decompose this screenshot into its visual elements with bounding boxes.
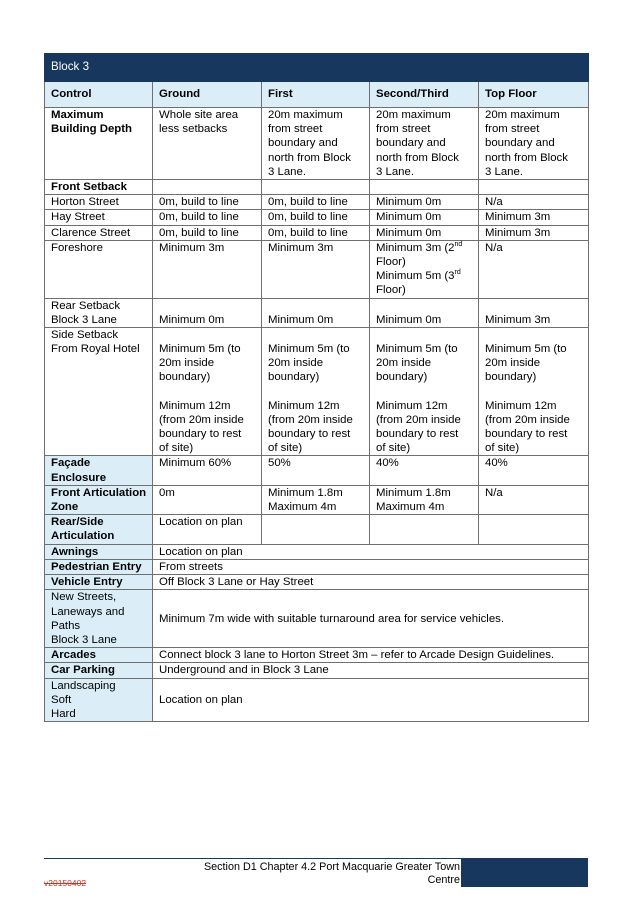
cell-top: 40% [479, 456, 589, 485]
cell-second: Minimum 5m (to 20m inside boundary) Minimum 12m (from 20m inside boundary to rest of site) [370, 328, 479, 456]
cell-top: Minimum 3m [479, 225, 589, 240]
header-ground: Ground [153, 82, 262, 108]
table-row [45, 328, 589, 456]
cell-value: Location on plan [153, 544, 589, 559]
footer-section-title: Section D1 Chapter 4.2 Port Macquarie Greater Town Centre [203, 861, 460, 886]
cell-first: Minimum 3m [262, 240, 370, 298]
row-label: Side Setback From Royal Hotel [45, 328, 153, 456]
footer-brand-block [461, 858, 588, 887]
table-row [45, 663, 589, 678]
cell-value: Location on plan [153, 678, 589, 722]
cell-first: 20m maximum from street boundary and north from Block 3 Lane. [262, 108, 370, 180]
cell-first: Minimum 5m (to 20m inside boundary) Minimum 12m (from 20m inside boundary to rest of site) [262, 328, 370, 456]
row-label: Front Setback [45, 180, 153, 195]
table-row [45, 575, 589, 590]
cell-first: 0m, build to line [262, 195, 370, 210]
cell-second: Minimum 3m (2nd Floor) Minimum 5m (3rd Floor) [370, 240, 479, 298]
table-row [45, 180, 589, 195]
row-label: New Streets, Laneways and Paths Block 3 Lane [45, 590, 153, 648]
cell-value: Off Block 3 Lane or Hay Street [153, 575, 589, 590]
cell-first: Minimum 1.8m Maximum 4m [262, 485, 370, 514]
header-control: Control [45, 82, 153, 108]
cell-ground: 0m [153, 485, 262, 514]
cell-ground: Location on plan [153, 515, 262, 544]
cell-first: Minimum 0m [262, 298, 370, 327]
table-row [45, 485, 589, 514]
cell-ground: 0m, build to line [153, 225, 262, 240]
cell-top: N/a [479, 485, 589, 514]
table-row [45, 515, 589, 544]
table-row [45, 108, 589, 180]
cell-ground: Minimum 0m [153, 298, 262, 327]
table-row [45, 195, 589, 210]
row-label: Clarence Street [45, 225, 153, 240]
row-label: Pedestrian Entry [45, 559, 153, 574]
row-label: Rear/Side Articulation [45, 515, 153, 544]
row-label: Arcades [45, 648, 153, 663]
table-row [45, 678, 589, 722]
cell-ground: 0m, build to line [153, 195, 262, 210]
cell-top: N/a [479, 195, 589, 210]
cell-first: 0m, build to line [262, 225, 370, 240]
header-row [45, 82, 589, 108]
row-label: Landscaping Soft Hard [45, 678, 153, 722]
cell-second: Minimum 0m [370, 210, 479, 225]
cell-second: Minimum 0m [370, 298, 479, 327]
table-row [45, 544, 589, 559]
row-label: Hay Street [45, 210, 153, 225]
cell-value: Underground and in Block 3 Lane [153, 663, 589, 678]
cell-first: 50% [262, 456, 370, 485]
cell-second: Minimum 0m [370, 225, 479, 240]
cell-ground: 0m, build to line [153, 210, 262, 225]
cell-ground: Minimum 5m (to 20m inside boundary) Minimum 12m (from 20m inside boundary to rest of site) [153, 328, 262, 456]
table-row [45, 225, 589, 240]
cell-value: Connect block 3 lane to Horton Street 3m – refer to Arcade Design Guidelines. [153, 648, 589, 663]
cell-top: Minimum 3m [479, 210, 589, 225]
row-label: Awnings [45, 544, 153, 559]
cell-second: 20m maximum from street boundary and north from Block 3 Lane. [370, 108, 479, 180]
header-first: First [262, 82, 370, 108]
table-title-row [45, 54, 589, 82]
cell-second: Minimum 0m [370, 195, 479, 210]
row-label: Vehicle Entry [45, 575, 153, 590]
table-row [45, 240, 589, 298]
table-row [45, 648, 589, 663]
cell-top: N/a [479, 240, 589, 298]
row-label: Front Articulation Zone [45, 485, 153, 514]
cell-first: 0m, build to line [262, 210, 370, 225]
cell-top: Minimum 3m [479, 298, 589, 327]
row-label: Horton Street [45, 195, 153, 210]
header-top-floor: Top Floor [479, 82, 589, 108]
table-row [45, 298, 589, 327]
table-row [45, 210, 589, 225]
row-label: Façade Enclosure [45, 456, 153, 485]
cell-ground: Whole site area less setbacks [153, 108, 262, 180]
table-title: Block 3 [45, 54, 589, 82]
cell-second: 40% [370, 456, 479, 485]
cell-ground: Minimum 3m [153, 240, 262, 298]
row-label: Foreshore [45, 240, 153, 298]
footer-version: v20150402 [44, 878, 87, 888]
block-3-controls-table [44, 53, 589, 722]
cell-top: Minimum 5m (to 20m inside boundary) Minimum 12m (from 20m inside boundary to rest of site) [479, 328, 589, 456]
table-row [45, 590, 589, 648]
row-label: Car Parking [45, 663, 153, 678]
cell-ground: Minimum 60% [153, 456, 262, 485]
table-row [45, 456, 589, 485]
cell-value: Minimum 7m wide with suitable turnaround area for service vehicles. [153, 590, 589, 648]
cell-value: From streets [153, 559, 589, 574]
header-second-third: Second/Third [370, 82, 479, 108]
cell-top: 20m maximum from street boundary and north from Block 3 Lane. [479, 108, 589, 180]
cell-second: Minimum 1.8m Maximum 4m [370, 485, 479, 514]
row-label: Rear Setback Block 3 Lane [45, 298, 153, 327]
table-row [45, 559, 589, 574]
row-label: Maximum Building Depth [45, 108, 153, 180]
